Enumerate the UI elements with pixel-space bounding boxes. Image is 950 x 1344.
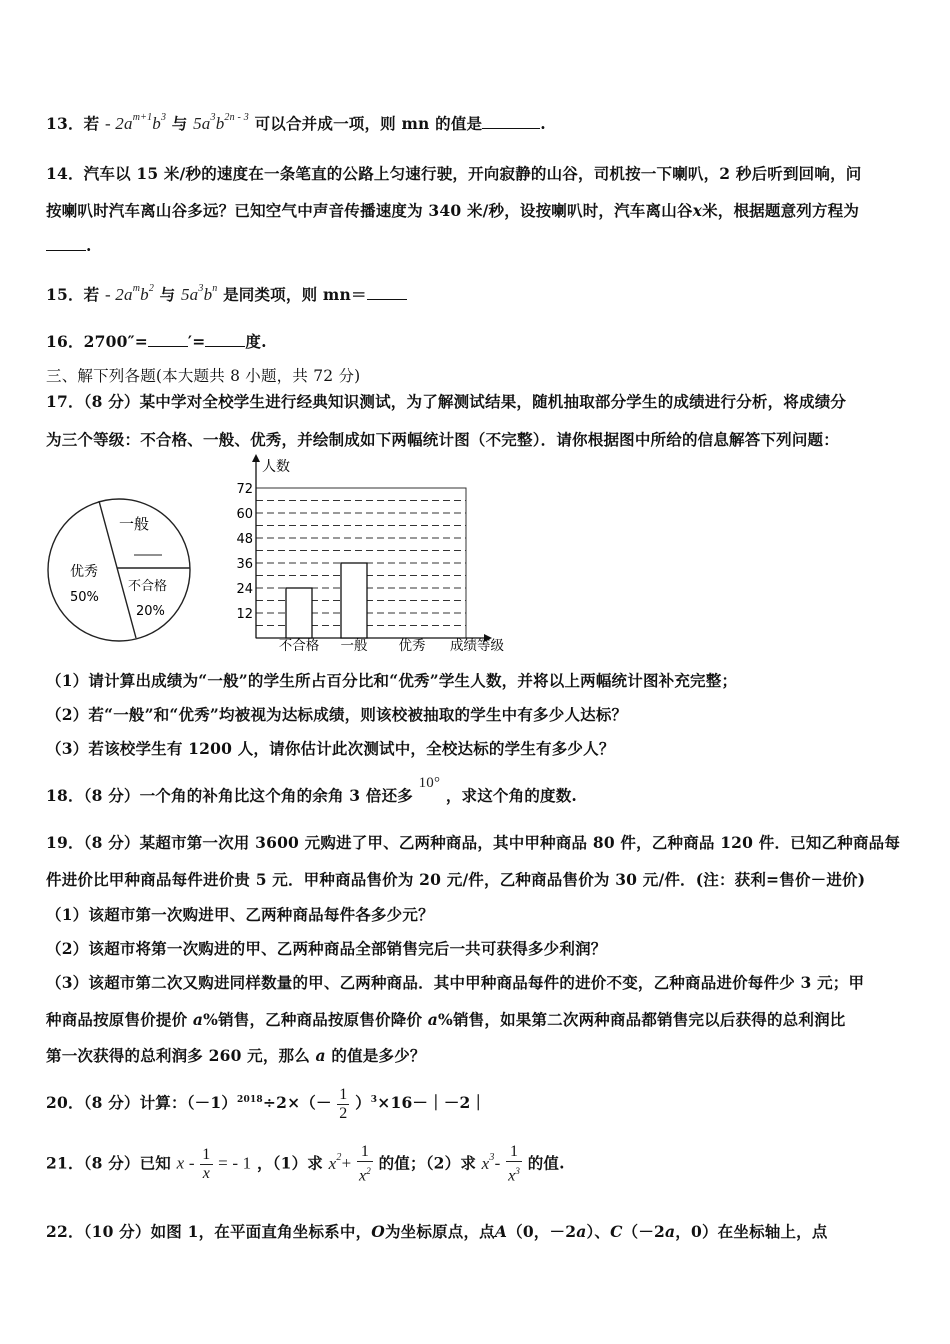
pie-label-excellent-pct: 50%	[70, 590, 99, 605]
question-17-sub-2: （2）若“一般”和“优秀”均被视为达标成绩，则该校被抽取的学生中有多少人达标？	[46, 705, 628, 724]
x-squared: $x^2$	[328, 1152, 342, 1173]
answer-blank	[367, 285, 407, 300]
x-axis-label: 成绩等级	[450, 638, 504, 654]
question-16: 16．2700″= ′= 度.	[46, 332, 267, 351]
x-category-label: 不合格	[278, 638, 320, 654]
answer-blank-2	[205, 332, 245, 347]
question-17-sub-1: （1）请计算出成绩为“一般”的学生所占百分比和“优秀”学生人数，并将以上两幅统计图补充完整；	[46, 671, 738, 690]
question-21: 21．（8 分）已知 x - $\frac{1}{x}$ = - 1 ，（1）求 $x^2+$ $\frac{1}{x^2}$ 的值；（2）求 $x^3-$ $\frac{1}{x^3}$ 的值.	[46, 1143, 565, 1185]
question-19-sub-3-line-3: 第一次获得的总利润多 260 元，那么 a 的值是多少？	[46, 1046, 426, 1065]
question-17-line-2: 为三个等级：不合格、一般、优秀，并绘制成如下两幅统计图（不完整）．请你根据图中所给的信息解答下列问题：	[46, 430, 839, 449]
bar-1	[341, 563, 367, 638]
fraction-1-over-x: $\frac{1}{x}$	[202, 1146, 211, 1183]
bar-chart	[222, 452, 522, 654]
answer-blank	[46, 236, 86, 251]
section-heading: 三、解下列各题(本大题共 8 小题，共 72 分)	[46, 367, 361, 385]
y-axis-label: 人数	[262, 459, 290, 475]
expression-1: - $2a^mb^2$	[104, 283, 155, 304]
y-tick-label: 36	[236, 557, 253, 572]
expression-1: - $2a^{m+1}b^3$	[104, 112, 167, 133]
y-ticks	[236, 482, 253, 622]
answer-blank-1	[148, 332, 188, 347]
y-tick-label: 72	[236, 482, 253, 497]
question-18: 18．（8 分）一个角的补角比这个角的余角 3 倍还多 10° ，求这个角的度数.	[46, 775, 578, 805]
angle-value: 10°	[418, 775, 441, 791]
pie-chart	[44, 495, 199, 645]
x-categories	[279, 637, 426, 654]
x-cubed: $x^3$	[481, 1152, 495, 1173]
question-19-sub-2: （2）该超市将第一次购进的甲、乙两种商品全部销售完后一共可获得多少利润？	[46, 939, 607, 958]
fraction-1-over-x-cubed: $\frac{1}{x^3}$	[508, 1143, 521, 1185]
y-tick-label: 60	[236, 507, 253, 522]
question-15: 15．若 - $2a^mb^2$ 与 $5a^3b^n$ 是同类项，则 mn＝	[46, 283, 407, 305]
y-tick-label: 12	[236, 607, 253, 622]
expression-2: $5a^3b^n$	[180, 283, 218, 304]
question-14-line-1: 14．汽车以 15 米/秒的速度在一条笔直的公路上匀速行驶，开向寂静的山谷，司机按一下喇叭，2 秒后听到回响，问	[46, 164, 862, 183]
question-14-line-3: .	[46, 236, 92, 255]
fraction-one-half: $\frac{1}{2}$	[339, 1085, 348, 1122]
pie-label-fail: 不合格	[128, 579, 168, 594]
y-axis-arrow	[252, 454, 260, 462]
question-20: 20．（8 分）计算：$(-1)^{2018}\div 2\times(-$ $\frac{1}{2}$ ）$^3$×16－｜－2｜	[46, 1085, 487, 1122]
bar-0	[286, 588, 312, 638]
question-19-sub-3: （3）该超市第二次又购进同样数量的甲、乙两种商品．其中甲种商品每件的进价不变，乙种商品进价每件少 3 元；甲	[46, 973, 865, 992]
question-13: 13．若 - $2a^{m+1}b^3$ 与 $5a^3b^{2n - 3}$ 可以合并成一项，则 mn 的值是 .	[46, 112, 546, 133]
answer-blank	[482, 114, 540, 129]
fraction-1-over-x-squared: $\frac{1}{x^2}$	[358, 1143, 371, 1185]
question-19-line-2: 件进价比甲种商品每件进价贵 5 元．甲种商品售价为 20 元/件，乙种商品售价为 30 元/件．(注：获利=售价－进价)	[46, 870, 866, 889]
pie-label-excellent: 优秀	[70, 564, 98, 580]
question-19-line-1: 19．（8 分）某超市第一次用 3600 元购进了甲、乙两种商品，其中甲种商品 80 件，乙种商品 120 件．已知乙种商品每	[46, 833, 901, 852]
expression-2: $5a^3b^{2n - 3}$	[193, 112, 249, 133]
question-14-line-2: 按喇叭时汽车离山谷多远？已知空气中声音传播速度为 340 米/秒，设按喇叭时，汽车离山谷x米，根据题意列方程为	[46, 201, 860, 220]
question-17-sub-3: （3）若该校学生有 1200 人，请你估计此次测试中，全校达标的学生有多少人？	[46, 739, 615, 758]
x-category-label: 优秀	[398, 638, 426, 654]
question-22: 22．（10 分）如图 1，在平面直角坐标系中，O为坐标原点，点A（0，－2a）、C（－2a，0）在坐标轴上，点	[46, 1222, 828, 1241]
y-tick-label: 48	[236, 532, 253, 547]
question-17-line-1: 17．（8 分）某中学对全校学生进行经典知识测试，为了解测试结果，随机抽取部分学生的成绩进行分析，将成绩分	[46, 392, 847, 411]
pie-label-fail-pct: 20%	[136, 604, 165, 619]
pie-label-general: 一般	[119, 515, 150, 533]
question-19-sub-3-line-2: 种商品按原售价提价 a%销售，乙种商品按原售价降价 a%销售，如果第二次两种商品都销售完以后获得的总利润比	[46, 1010, 846, 1029]
y-tick-label: 24	[236, 582, 253, 597]
x-category-label: 一般	[340, 638, 368, 654]
question-19-sub-1: （1）该超市第一次购进甲、乙两种商品每件各多少元？	[46, 905, 434, 924]
